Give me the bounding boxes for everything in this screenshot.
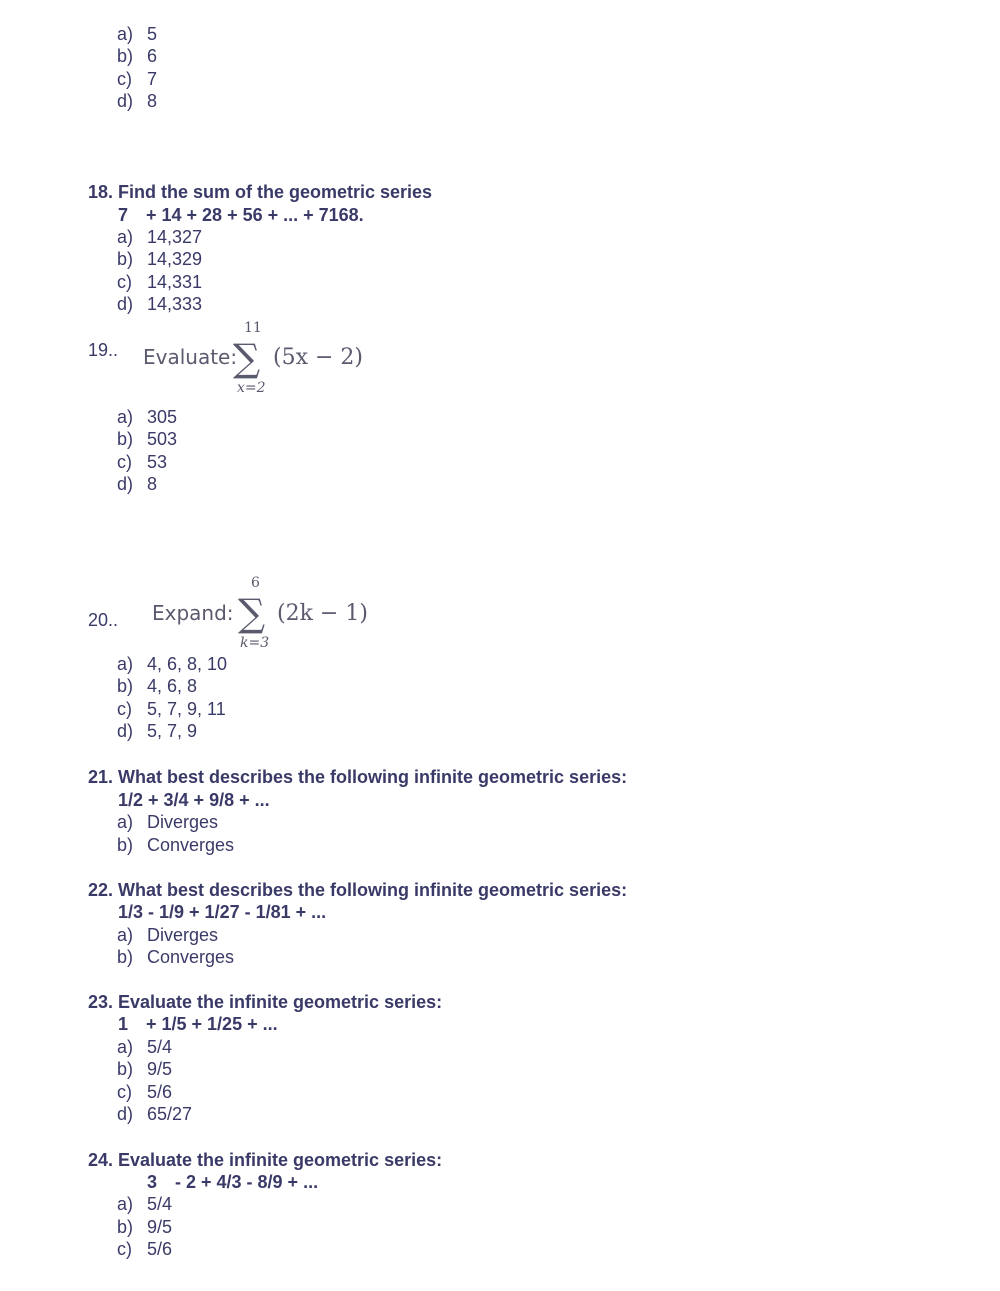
q20-lower-limit: k=3 [240, 635, 270, 651]
q18-option-c[interactable]: c) 14,331 [117, 272, 203, 292]
q20-expression: (2k − 1) [277, 601, 368, 626]
q23-option-b[interactable]: b) 9/5 [117, 1059, 173, 1079]
q20-sigma-symbol: ∑ [238, 591, 266, 635]
q19-expression: (5x − 2) [273, 345, 363, 370]
q23-series-rest: + 1/5 + 1/25 + ... [146, 1014, 278, 1034]
q19-option-b[interactable]: b) 503 [117, 429, 178, 449]
q22-option-b[interactable]: b) Converges [117, 947, 235, 967]
q23-option-c[interactable]: c) 5/6 [117, 1082, 173, 1102]
q17-option-a[interactable]: a) 5 [117, 24, 158, 44]
q24-series-rest: - 2 + 4/3 - 8/9 + ... [175, 1172, 319, 1192]
q19-option-d[interactable]: d) 8 [117, 474, 158, 494]
q23-series-first: 1 [118, 1014, 129, 1034]
q19-lower-limit: x=2 [237, 380, 266, 396]
q18-number: 18. [88, 182, 114, 202]
q23-number: 23. [88, 992, 114, 1012]
q18-series-first: 7 [118, 205, 129, 225]
q22-option-a[interactable]: a) Diverges [117, 925, 219, 945]
q22-series: 1/3 - 1/9 + 1/27 - 1/81 + ... [118, 902, 327, 922]
q24-number: 24. [88, 1150, 114, 1170]
q20-option-c[interactable]: c) 5, 7, 9, 11 [117, 699, 226, 719]
q20-upper-limit: 6 [251, 575, 260, 591]
q18-option-b[interactable]: b) 14,329 [117, 249, 203, 269]
q21-option-a[interactable]: a) Diverges [117, 812, 219, 832]
q19-upper-limit: 11 [244, 320, 262, 336]
q17-option-c[interactable]: c) 7 [117, 69, 158, 89]
q18-series-rest: + 14 + 28 + 56 + ... + 7168. [146, 205, 364, 225]
q18-option-a[interactable]: a) 14,327 [117, 227, 203, 247]
q22-number: 22. [88, 880, 114, 900]
q24-series-first: 3 [147, 1172, 158, 1192]
q22-text: What best describes the following infinite geometric series: [118, 880, 628, 900]
q20-option-d[interactable]: d) 5, 7, 9 [117, 721, 198, 741]
q19-option-a[interactable]: a) 305 [117, 407, 178, 427]
q24-option-c[interactable]: c) 5/6 [117, 1239, 173, 1259]
q21-series: 1/2 + 3/4 + 9/8 + ... [118, 790, 270, 810]
q17-option-b[interactable]: b) 6 [117, 46, 158, 66]
q19-sigma-symbol: ∑ [233, 336, 261, 380]
q17-option-d[interactable]: d) 8 [117, 91, 158, 111]
q20-number: 20.. [88, 610, 119, 630]
q21-option-b[interactable]: b) Converges [117, 835, 235, 855]
q19-label: Evaluate: [143, 345, 238, 369]
q24-text: Evaluate the infinite geometric series: [118, 1150, 443, 1170]
q23-option-a[interactable]: a) 5/4 [117, 1037, 173, 1057]
q18-option-d[interactable]: d) 14,333 [117, 294, 203, 314]
q19-number: 19.. [88, 340, 119, 360]
q19-option-c[interactable]: c) 53 [117, 452, 168, 472]
q20-option-a[interactable]: a) 4, 6, 8, 10 [117, 654, 228, 674]
q21-text: What best describes the following infinite geometric series: [118, 767, 628, 787]
q21-number: 21. [88, 767, 114, 787]
q18-text: Find the sum of the geometric series [118, 182, 433, 202]
q23-option-d[interactable]: d) 65/27 [117, 1104, 193, 1124]
q20-label: Expand: [152, 601, 234, 625]
q20-option-b[interactable]: b) 4, 6, 8 [117, 676, 198, 696]
q24-option-a[interactable]: a) 5/4 [117, 1194, 173, 1214]
q24-option-b[interactable]: b) 9/5 [117, 1217, 173, 1237]
q23-text: Evaluate the infinite geometric series: [118, 992, 443, 1012]
